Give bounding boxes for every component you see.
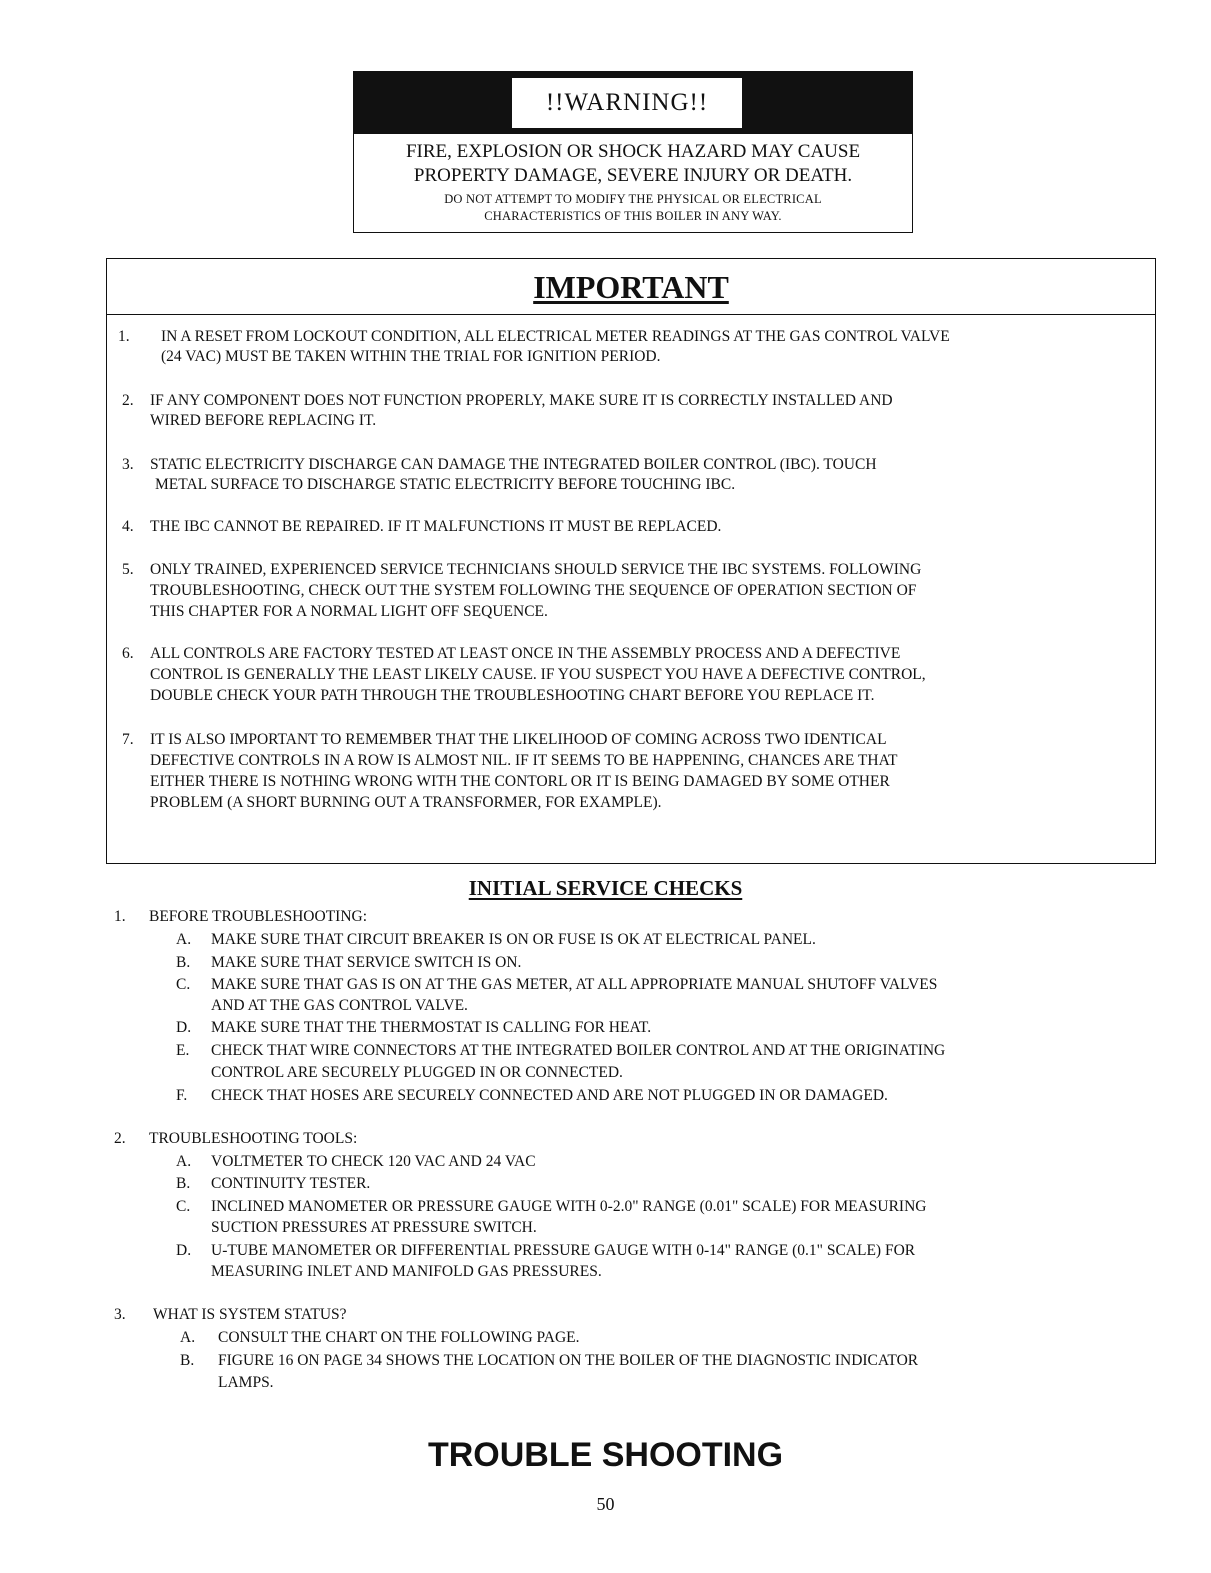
item-letter: C. — [176, 1198, 191, 1215]
section-heading: WHAT IS SYSTEM STATUS? — [153, 1306, 347, 1323]
section-heading: TROUBLESHOOTING TOOLS: — [149, 1130, 358, 1147]
item-letter: B. — [176, 1175, 191, 1192]
section-number: 3. — [114, 1306, 126, 1323]
list-number: 6. — [122, 645, 134, 662]
item-letter: A. — [176, 1153, 192, 1170]
important-title — [107, 269, 1155, 306]
list-number: 3. — [122, 456, 134, 473]
item-line: CONSULT THE CHART ON THE FOLLOWING PAGE. — [218, 1329, 580, 1346]
item-line: MAKE SURE THAT CIRCUIT BREAKER IS ON OR FUSE IS OK AT ELECTRICAL PANEL. — [211, 931, 816, 948]
section-number: 2. — [114, 1130, 126, 1147]
list-number: 4. — [122, 518, 134, 535]
list-item-line: DEFECTIVE CONTROLS IN A ROW IS ALMOST NIL. IF IT SEEMS TO BE HAPPENING, CHANCES ARE THAT — [150, 752, 898, 769]
list-number: 5. — [122, 561, 134, 578]
important-title-text: IMPORTANT — [533, 269, 729, 305]
item-line: MAKE SURE THAT GAS IS ON AT THE GAS METER, AT ALL APPROPRIATE MANUAL SHUTOFF VALVES — [211, 976, 938, 993]
item-line: CHECK THAT WIRE CONNECTORS AT THE INTEGRATED BOILER CONTROL AND AT THE ORIGINATING — [211, 1042, 946, 1059]
item-line: AND AT THE GAS CONTROL VALVE. — [211, 997, 468, 1014]
item-line: INCLINED MANOMETER OR PRESSURE GAUGE WITH 0-2.0" RANGE (0.01" SCALE) FOR MEASURING — [211, 1198, 927, 1215]
item-letter: C. — [176, 976, 191, 993]
list-item-line: IT IS ALSO IMPORTANT TO REMEMBER THAT THE LIKELIHOOD OF COMING ACROSS TWO IDENTICAL — [150, 731, 887, 748]
warning-box — [353, 71, 913, 233]
page-number: 50 — [596, 1494, 615, 1514]
list-item-line: ONLY TRAINED, EXPERIENCED SERVICE TECHNICIANS SHOULD SERVICE THE IBC SYSTEMS. FOLLOWING — [150, 561, 922, 578]
item-line: MAKE SURE THAT THE THERMOSTAT IS CALLING FOR HEAT. — [211, 1019, 652, 1036]
section-number: 1. — [114, 908, 126, 925]
item-line: LAMPS. — [218, 1374, 274, 1391]
list-number: 2. — [122, 392, 134, 409]
list-item-line: DOUBLE CHECK YOUR PATH THROUGH THE TROUBLESHOOTING CHART BEFORE YOU REPLACE IT. — [150, 687, 875, 704]
list-item-line: METAL SURFACE TO DISCHARGE STATIC ELECTRICITY BEFORE TOUCHING IBC. — [155, 476, 736, 493]
item-letter: E. — [176, 1042, 190, 1059]
item-line: MEASURING INLET AND MANIFOLD GAS PRESSURES. — [211, 1263, 602, 1280]
item-line: FIGURE 16 ON PAGE 34 SHOWS THE LOCATION ON THE BOILER OF THE DIAGNOSTIC INDICATOR — [218, 1352, 919, 1369]
item-line: CHECK THAT HOSES ARE SECURELY CONNECTED AND ARE NOT PLUGGED IN OR DAMAGED. — [211, 1087, 888, 1104]
item-line: CONTROL ARE SECURELY PLUGGED IN OR CONNECTED. — [211, 1064, 623, 1081]
list-item-line: THIS CHAPTER FOR A NORMAL LIGHT OFF SEQUENCE. — [150, 603, 548, 620]
list-item-line: CONTROL IS GENERALLY THE LEAST LIKELY CAUSE. IF YOU SUSPECT YOU HAVE A DEFECTIVE CONTROL, — [150, 666, 926, 683]
list-item-line: THE IBC CANNOT BE REPAIRED. IF IT MALFUNCTIONS IT MUST BE REPLACED. — [150, 518, 722, 535]
warning-note: CHARACTERISTICS OF THIS BOILER IN ANY WAY. — [484, 209, 782, 223]
item-letter: D. — [176, 1242, 192, 1259]
item-letter: F. — [176, 1087, 188, 1104]
list-item-line: IF ANY COMPONENT DOES NOT FUNCTION PROPERLY, MAKE SURE IT IS CORRECTLY INSTALLED AND — [150, 392, 893, 409]
item-letter: D. — [176, 1019, 192, 1036]
warning-title: !!WARNING!! — [512, 78, 742, 128]
item-letter: B. — [176, 954, 191, 971]
warning-line: PROPERTY DAMAGE, SEVERE INJURY OR DEATH. — [413, 165, 853, 186]
list-number: 7. — [122, 731, 134, 748]
list-item-line: IN A RESET FROM LOCKOUT CONDITION, ALL ELECTRICAL METER READINGS AT THE GAS CONTROL VALVE — [161, 328, 950, 345]
warning-line: FIRE, EXPLOSION OR SHOCK HAZARD MAY CAUSE — [405, 141, 861, 162]
list-item-line: PROBLEM (A SHORT BURNING OUT A TRANSFORMER, FOR EXAMPLE). — [150, 794, 662, 811]
list-item-line: (24 VAC) MUST BE TAKEN WITHIN THE TRIAL FOR IGNITION PERIOD. — [161, 348, 661, 365]
item-line: U-TUBE MANOMETER OR DIFFERENTIAL PRESSURE GAUGE WITH 0-14" RANGE (0.1" SCALE) FOR — [211, 1242, 916, 1259]
section-title-text: INITIAL SERVICE CHECKS — [468, 876, 743, 900]
section-title — [0, 876, 1211, 901]
page-footer-title: TROUBLE SHOOTING — [427, 1436, 784, 1474]
item-line: VOLTMETER TO CHECK 120 VAC AND 24 VAC — [211, 1153, 536, 1170]
list-number: 1. — [118, 328, 130, 345]
list-item-line: EITHER THERE IS NOTHING WRONG WITH THE CONTORL OR IT IS BEING DAMAGED BY SOME OTHER — [150, 773, 890, 790]
warning-note: DO NOT ATTEMPT TO MODIFY THE PHYSICAL OR ELECTRICAL — [444, 192, 822, 206]
item-line: CONTINUITY TESTER. — [211, 1175, 371, 1192]
list-item-line: ALL CONTROLS ARE FACTORY TESTED AT LEAST ONCE IN THE ASSEMBLY PROCESS AND A DEFECTIVE — [150, 645, 901, 662]
section-heading: BEFORE TROUBLESHOOTING: — [149, 908, 368, 925]
list-item-line: WIRED BEFORE REPLACING IT. — [150, 412, 377, 429]
item-letter: B. — [180, 1352, 195, 1369]
item-letter: A. — [176, 931, 192, 948]
item-line: SUCTION PRESSURES AT PRESSURE SWITCH. — [211, 1219, 537, 1236]
important-divider — [107, 314, 1155, 315]
list-item-line: STATIC ELECTRICITY DISCHARGE CAN DAMAGE THE INTEGRATED BOILER CONTROL (IBC). TOUCH — [150, 456, 877, 473]
list-item-line: TROUBLESHOOTING, CHECK OUT THE SYSTEM FOLLOWING THE SEQUENCE OF OPERATION SECTION OF — [150, 582, 917, 599]
item-line: MAKE SURE THAT SERVICE SWITCH IS ON. — [211, 954, 522, 971]
item-letter: A. — [180, 1329, 196, 1346]
